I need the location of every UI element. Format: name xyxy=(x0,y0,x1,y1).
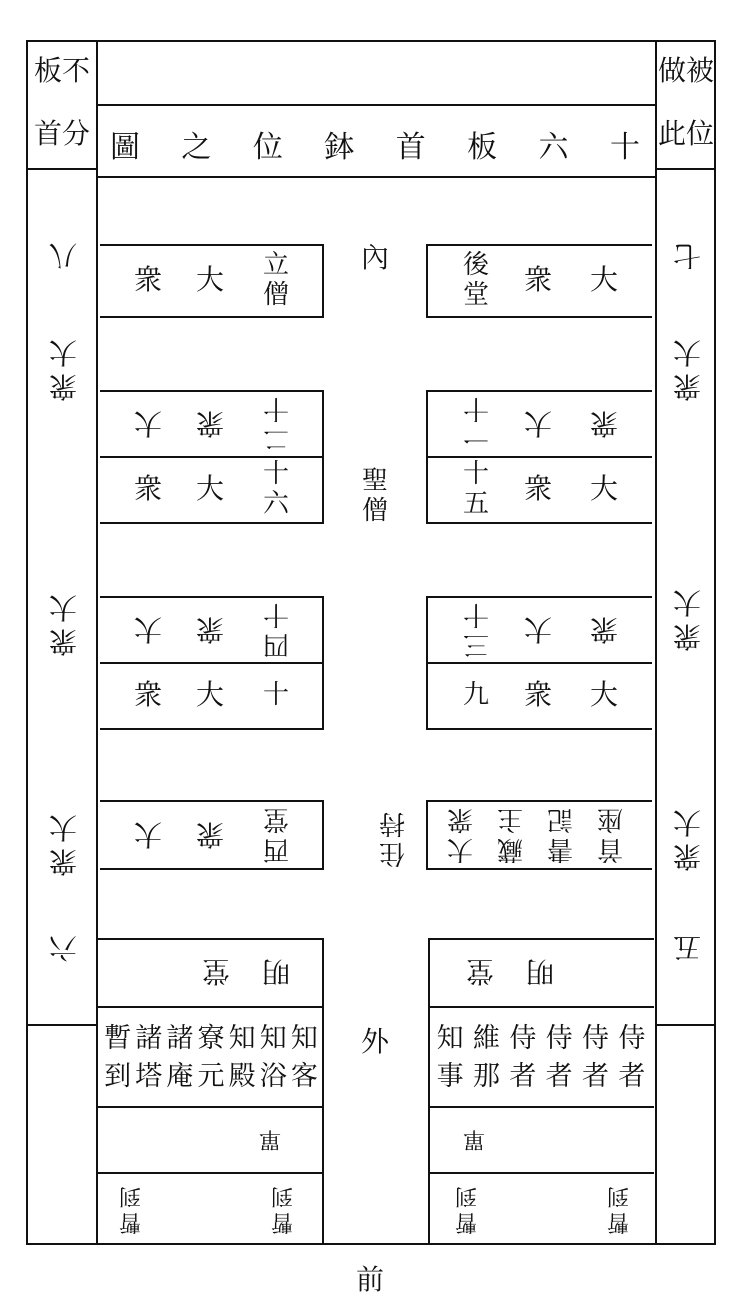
left-box-6-top xyxy=(100,800,324,802)
right-box-1-char-1: 衆 xyxy=(523,263,552,296)
right-margin-label-3 xyxy=(670,585,704,653)
left-bottom-rule-3 xyxy=(98,1106,324,1108)
officer-char: 主 xyxy=(497,804,524,834)
right-bottom-rule-4 xyxy=(428,1172,654,1174)
left-box-3-char-1: 衆 xyxy=(133,472,162,505)
left-seat-label: 單 xyxy=(259,1126,282,1151)
left-bottom-pair-1 xyxy=(110,1182,150,1234)
right-box-6-edge xyxy=(426,800,428,870)
right-col-char: 侍 xyxy=(581,1023,609,1054)
left-box-number-char: 四 xyxy=(263,629,290,659)
left-margin-char: 八 xyxy=(49,239,78,272)
title-char-4: 首 xyxy=(395,130,426,165)
right-box-number-char: 堂 xyxy=(462,280,489,310)
officer-char: 記 xyxy=(547,804,574,834)
left-margin-label-1 xyxy=(46,238,80,272)
left-col-char: 知 xyxy=(228,1023,256,1054)
left-box-1-top xyxy=(100,244,324,246)
right-box-4-char-2: 衆 xyxy=(590,613,619,646)
right-box-number-char: 十 xyxy=(463,599,490,629)
right-box-3-edge xyxy=(426,456,428,524)
left-box-5-char-1: 衆 xyxy=(133,678,162,711)
right-box-3-char-2: 大 xyxy=(589,472,618,505)
left-box-5-top xyxy=(100,662,324,664)
right-box-5-bottom xyxy=(426,728,652,730)
right-bottom-rule-1 xyxy=(428,938,654,940)
right-col-5 xyxy=(577,1020,613,1096)
left-box-1-edge xyxy=(322,244,324,318)
left-box-3-edge xyxy=(322,456,324,524)
right-box-6-col-1 xyxy=(440,804,480,864)
left-margin-label-3 xyxy=(46,590,80,658)
inner-label: 內 xyxy=(360,241,389,274)
right-box-6-col-4 xyxy=(590,804,630,864)
title-char-2: 六 xyxy=(538,130,569,165)
right-col-3 xyxy=(505,1020,541,1096)
right-box-number-char: 一 xyxy=(463,423,490,453)
title-char-3: 板 xyxy=(467,130,498,165)
left-col-char: 客 xyxy=(290,1061,318,1092)
left-box-5-bottom xyxy=(100,728,324,730)
right-box-6-top xyxy=(426,800,652,802)
left-col-char: 殿 xyxy=(228,1061,256,1092)
left-col-char: 到 xyxy=(104,1061,132,1092)
left-box-2-char-2: 衆 xyxy=(196,407,225,440)
right-box-2-top xyxy=(426,390,652,392)
left-box-3-bottom xyxy=(100,522,324,524)
bottom-pair-char: 暫 xyxy=(119,1209,142,1234)
left-col-7 xyxy=(289,1020,320,1096)
left-box-number-char: 立 xyxy=(262,250,289,280)
left-col-char: 知 xyxy=(259,1023,287,1054)
right-margin-char: 衆 xyxy=(673,840,702,873)
title-char-1: 十 xyxy=(609,130,640,165)
left-box-1-char-1: 衆 xyxy=(133,263,162,296)
left-col-char: 元 xyxy=(197,1061,225,1092)
right-bottom-pair-2 xyxy=(598,1182,638,1234)
right-col-char: 侍 xyxy=(545,1023,573,1054)
left-box-6-bottom xyxy=(100,868,324,870)
left-box-2-char-1: 大 xyxy=(134,407,163,440)
officer-char: 大 xyxy=(447,834,474,864)
left-bottom-edge xyxy=(322,940,324,1245)
right-margin-char: 衆 xyxy=(673,620,702,653)
right-col-char: 知 xyxy=(436,1023,464,1054)
right-box-number-char: 九 xyxy=(462,680,489,710)
left-margin-label-4 xyxy=(46,810,80,878)
left-box-6-edge xyxy=(322,800,324,870)
right-box-4-number xyxy=(456,599,496,659)
bottom-pair-char: 到 xyxy=(607,1183,630,1208)
right-box-4-char-1: 大 xyxy=(524,613,553,646)
right-col-char: 侍 xyxy=(509,1023,537,1054)
right-margin-char: 五 xyxy=(673,931,702,964)
left-box-5-number xyxy=(256,680,296,710)
top-right-label-1: 做被 xyxy=(657,54,714,87)
left-box-6-char-1: 大 xyxy=(134,818,163,851)
left-box-number-char: 十 xyxy=(263,599,290,629)
right-col-1 xyxy=(432,1020,468,1096)
right-box-5-char-1: 衆 xyxy=(523,678,552,711)
holy-monk-char-1: 聖 xyxy=(361,466,388,496)
abbot-char-2: 持 xyxy=(379,808,406,838)
right-col-char: 維 xyxy=(472,1023,500,1054)
bottom-pair-char: 到 xyxy=(119,1183,142,1208)
right-margin-label-4 xyxy=(670,805,704,873)
right-box-2-number xyxy=(456,393,496,453)
officer-char: 書 xyxy=(547,834,574,864)
left-col-char: 寮 xyxy=(197,1023,225,1054)
bottom-pair-char: 暫 xyxy=(607,1209,630,1234)
right-box-6-col-2 xyxy=(490,804,530,864)
right-margin-label-1 xyxy=(670,238,704,272)
left-bottom-pair-2 xyxy=(262,1182,302,1234)
left-col-4 xyxy=(195,1020,226,1096)
right-box-5-number xyxy=(456,680,496,710)
left-box-number-char: 六 xyxy=(262,489,289,519)
left-box-2-top xyxy=(100,390,324,392)
left-box-4-char-1: 大 xyxy=(134,613,163,646)
right-box-2-edge xyxy=(426,390,428,458)
right-col-4 xyxy=(541,1020,577,1096)
abbot-label xyxy=(372,808,412,868)
left-box-number-char: 西 xyxy=(263,834,290,864)
right-box-2-char-1: 大 xyxy=(524,407,553,440)
right-box-number-char: 十 xyxy=(462,459,489,489)
left-margin-char: 六 xyxy=(49,931,78,964)
title-char-5: 鉢 xyxy=(324,130,355,165)
left-col-char: 諸 xyxy=(135,1023,163,1054)
right-margin-char: 七 xyxy=(673,239,702,272)
abbot-char-1: 住 xyxy=(379,838,406,868)
left-box-6-char-2: 衆 xyxy=(196,818,225,851)
officer-char: 藏 xyxy=(497,834,524,864)
right-box-5-char-2: 大 xyxy=(589,678,618,711)
front-label: 前 xyxy=(355,1263,384,1296)
top-right-rule xyxy=(657,168,715,170)
left-box-number-char: 十 xyxy=(263,393,290,423)
left-box-5-char-2: 大 xyxy=(195,678,224,711)
left-box-4-char-2: 衆 xyxy=(196,613,225,646)
left-box-number-char: 堂 xyxy=(263,804,290,834)
left-col-1 xyxy=(102,1020,133,1096)
right-box-1-edge xyxy=(426,244,428,318)
left-col-char: 暫 xyxy=(104,1023,132,1054)
left-margin-char: 大 xyxy=(49,591,78,624)
left-box-3-top xyxy=(100,456,324,458)
right-box-4-top xyxy=(426,596,652,598)
right-col-6 xyxy=(614,1020,650,1096)
left-bottom-rule xyxy=(28,1024,96,1026)
left-bottom-rule-2 xyxy=(98,1006,324,1008)
diagram-title xyxy=(110,122,640,166)
left-margin-char: 衆 xyxy=(49,625,78,658)
right-box-6-bottom xyxy=(426,868,652,870)
officer-char: 座 xyxy=(597,804,624,834)
title-char-8: 圖 xyxy=(110,130,140,165)
left-col-char: 諸 xyxy=(166,1023,194,1054)
title-bottom-rule xyxy=(98,176,655,178)
bottom-pair-char: 到 xyxy=(271,1183,294,1208)
holy-monk-char-2: 僧 xyxy=(361,496,388,526)
left-box-1-char-2: 大 xyxy=(195,263,224,296)
left-box-4-number xyxy=(256,599,296,659)
left-col-char: 浴 xyxy=(259,1061,287,1092)
left-col-char: 庵 xyxy=(166,1061,194,1092)
left-margin-char: 衆 xyxy=(49,370,78,403)
left-box-6-number xyxy=(256,804,296,864)
right-col-2 xyxy=(468,1020,504,1096)
right-col-char: 那 xyxy=(472,1061,500,1092)
right-col-char: 者 xyxy=(581,1061,609,1092)
right-box-number-char: 十 xyxy=(463,393,490,423)
bottom-pair-char: 暫 xyxy=(455,1209,478,1234)
left-bottom-rule-1 xyxy=(98,938,324,940)
right-bottom-rule-3 xyxy=(428,1106,654,1108)
left-box-4-top xyxy=(100,596,324,598)
right-box-1-bottom xyxy=(426,316,652,318)
right-box-1-char-2: 大 xyxy=(589,263,618,296)
right-box-1-number xyxy=(456,250,496,310)
right-margin-char: 衆 xyxy=(673,370,702,403)
right-hall-char-2: 明 xyxy=(526,955,555,988)
left-margin-divider xyxy=(96,40,98,1245)
right-hall-char-1: 堂 xyxy=(466,955,495,988)
right-box-number-char: 三 xyxy=(463,629,490,659)
title-top-rule xyxy=(98,104,655,106)
top-right-label-2: 此位 xyxy=(657,117,714,150)
right-bottom-rule-2 xyxy=(428,1006,654,1008)
right-bottom-edge xyxy=(428,940,430,1245)
right-col-char: 者 xyxy=(545,1061,573,1092)
right-col-char: 侍 xyxy=(618,1023,646,1054)
left-box-3-char-2: 大 xyxy=(195,472,224,505)
right-margin-char: 大 xyxy=(673,806,702,839)
right-col-char: 者 xyxy=(618,1061,646,1092)
title-char-6: 位 xyxy=(252,130,283,165)
left-col-2 xyxy=(133,1020,164,1096)
right-box-number-char: 五 xyxy=(462,489,489,519)
right-margin-char: 大 xyxy=(673,336,702,369)
right-box-4-edge xyxy=(426,596,428,664)
right-margin-label-2 xyxy=(670,335,704,403)
right-seat-label: 單 xyxy=(463,1126,486,1151)
officer-char: 衆 xyxy=(447,804,474,834)
right-box-3-number xyxy=(456,459,496,519)
right-margin-label-5 xyxy=(670,930,704,964)
right-box-6-col-3 xyxy=(540,804,580,864)
right-box-2-char-2: 衆 xyxy=(590,407,619,440)
title-char-7: 之 xyxy=(181,130,212,165)
right-bottom-rule xyxy=(657,1024,715,1026)
left-box-number-char: 十 xyxy=(262,459,289,489)
right-bottom-pair-1 xyxy=(446,1182,486,1234)
right-margin-char: 大 xyxy=(673,586,702,619)
bottom-pair-char: 到 xyxy=(455,1183,478,1208)
bottom-pair-char: 暫 xyxy=(271,1209,294,1234)
left-box-2-edge xyxy=(322,390,324,458)
left-margin-label-2 xyxy=(46,335,80,403)
left-box-3-number xyxy=(256,459,296,519)
left-col-5 xyxy=(227,1020,258,1096)
left-box-number-char: 僧 xyxy=(262,280,289,310)
right-margin-divider xyxy=(655,40,657,1245)
right-box-3-top xyxy=(426,456,652,458)
left-box-2-number xyxy=(256,393,296,453)
right-box-1-top xyxy=(426,244,652,246)
left-bottom-rule-4 xyxy=(98,1172,324,1174)
right-box-5-top xyxy=(426,662,652,664)
left-box-4-edge xyxy=(322,596,324,664)
right-box-3-bottom xyxy=(426,522,652,524)
holy-monk-label xyxy=(355,466,395,526)
left-margin-label-5 xyxy=(46,930,80,964)
top-left-label-1: 板不 xyxy=(33,54,90,87)
left-margin-char: 大 xyxy=(49,811,78,844)
left-col-3 xyxy=(164,1020,195,1096)
outer-label: 外 xyxy=(360,1025,389,1058)
right-box-5-edge xyxy=(426,662,428,730)
right-box-3-char-1: 衆 xyxy=(523,472,552,505)
left-col-char: 塔 xyxy=(135,1061,163,1092)
right-col-char: 者 xyxy=(509,1061,537,1092)
right-col-char: 事 xyxy=(436,1061,464,1092)
left-margin-char: 大 xyxy=(49,336,78,369)
left-box-1-number xyxy=(256,250,296,310)
left-margin-char: 衆 xyxy=(49,845,78,878)
right-box-number-char: 後 xyxy=(462,250,489,280)
top-left-rule xyxy=(28,168,96,170)
left-box-5-edge xyxy=(322,662,324,730)
left-box-1-bottom xyxy=(100,316,324,318)
left-hall-char-1: 堂 xyxy=(202,955,231,988)
left-box-number-char: 十 xyxy=(262,680,289,710)
top-left-label-2: 首分 xyxy=(33,117,90,150)
officer-char: 首 xyxy=(597,834,624,864)
left-col-6 xyxy=(258,1020,289,1096)
left-col-char: 知 xyxy=(290,1023,318,1054)
left-hall-char-2: 明 xyxy=(262,955,291,988)
left-box-number-char: 二 xyxy=(263,423,290,453)
